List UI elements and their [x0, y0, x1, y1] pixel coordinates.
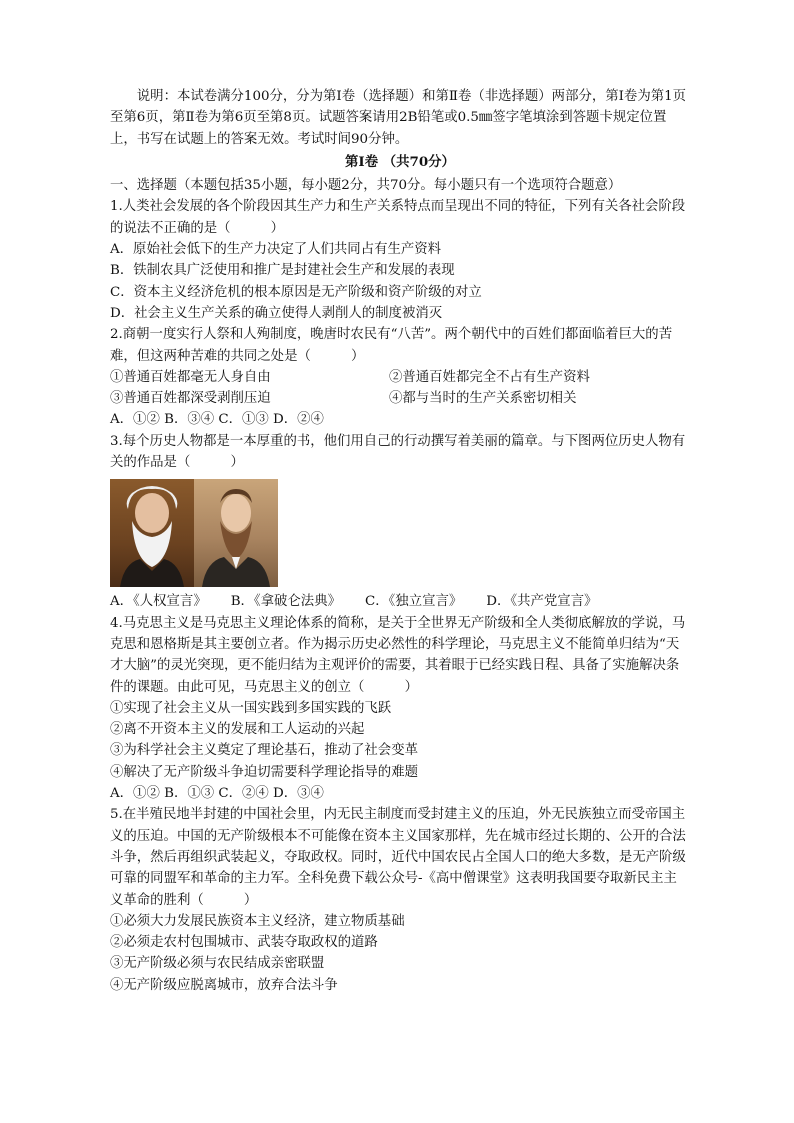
part-heading: 一、选择题（本题包括35小题，每小题2分，共70分。每小题只有一个选项符合题意） [110, 178, 622, 194]
exam-page [110, 86, 690, 996]
statement-row [110, 367, 690, 388]
statement-1: ①普通百姓都毫无人身自由 [110, 369, 271, 385]
statement-3: ③普通百姓都深受剥削压迫 [110, 391, 271, 407]
portrait-photo-left [110, 479, 194, 587]
statement-4: ④都与当时的生产关系密切相关 [389, 391, 577, 407]
statement-3: ③无产阶级必须与农民结成亲密联盟 [110, 956, 325, 972]
question-5 [110, 804, 690, 996]
statement-1: ①实现了社会主义从一国实践到多国实践的飞跃 [110, 700, 392, 716]
option-c: C．资本主义经济危机的根本原因是无产阶级和资产阶级的对立 [110, 284, 482, 300]
option-a: A．《人权宣言》 [110, 594, 207, 610]
question-2 [110, 324, 690, 430]
question-stem: 1.人类社会发展的各个阶段因其生产力和生产关系特点而呈现出不同的特征，下列有关各社会阶段的说法不正确的是（ ） [110, 199, 686, 236]
statement-2: ②普通百姓都完全不占有生产资料 [389, 369, 590, 385]
question-1 [110, 196, 690, 324]
question-3 [110, 431, 690, 613]
portrait-photos [110, 479, 690, 587]
statement-4: ④无产阶级应脱离城市，放弃合法斗争 [110, 977, 338, 993]
option-b: B．《拿破仑法典》 [230, 594, 341, 610]
exam-instructions: 说明：本试卷满分100分，分为第Ⅰ卷（选择题）和第Ⅱ卷（非选择题）两部分，第Ⅰ卷为第1页至第6页，第Ⅱ卷为第6页至第8页。试题答案请用2B铅笔或0.5㎜签字笔填涂到答题卡规定位置上，书写在试题上的答案无效。考试时间90分钟。 [110, 89, 687, 147]
option-c: C．《独立宣言》 [364, 594, 463, 610]
answer-options: A．①② B．③④ C．①③ D．②④ [110, 412, 324, 428]
question-stem: 5.在半殖民地半封建的中国社会里，内无民主制度而受封建主义的压迫，外无民族独立而受帝国主义的压迫。中国的无产阶级根本不可能像在资本主义国家那样，先在城市经过长期的、公开的合法斗争，然后再组织武装起义，夺取政权。同时，近代中国农民占全国人口的绝大多数，是无产阶级可靠的同盟军和革命的主力军。全科免费下载公众号-《高中僧课堂》这表明我国要夺取新民主主义革命的胜利（ ） [110, 807, 686, 908]
option-b: B．铁制农具广泛使用和推广是封建社会生产和发展的表现 [110, 263, 455, 279]
question-stem: 2.商朝一度实行人祭和人殉制度，晚唐时农民有“八苦”。两个朝代中的百姓们都面临着巨大的苦难，但这两种苦难的共同之处是（ ） [110, 327, 673, 364]
question-4 [110, 613, 690, 805]
statement-3: ③为科学社会主义奠定了理论基石，推动了社会变革 [110, 743, 418, 759]
question-stem: 4.马克思主义是马克思主义理论体系的简称，是关于全世界无产阶级和全人类彻底解放的学说，马克思和恩格斯是其主要创立者。作为揭示历史必然性的科学理论，马克思主义不能简单归结为“天才大脑”的灵光突现，更不能归结为主观评价的需要，其着眼于已经实践日程、具备了实施解决条件的课题。由此可见，马克思主义的创立（ ） [110, 615, 686, 695]
statement-2: ②必须走农村包围城市、武装夺取政权的道路 [110, 935, 378, 951]
statement-row [110, 388, 690, 409]
statement-4: ④解决了无产阶级斗争迫切需要科学理论指导的难题 [110, 764, 418, 780]
question-stem: 3.每个历史人物都是一本厚重的书，他们用自己的行动撰写着美丽的篇章。与下图两位历史人物有关的作品是（ ） [110, 433, 686, 471]
statement-2: ②离不开资本主义的发展和工人运动的兴起 [110, 722, 365, 738]
answer-options [110, 591, 690, 612]
statement-1: ①必须大力发展民族资本主义经济，建立物质基础 [110, 913, 405, 929]
option-a: A．原始社会低下的生产力决定了人们共同占有生产资料 [110, 242, 442, 258]
option-d: D．社会主义生产关系的确立使得人剥削人的制度被消灭 [110, 305, 443, 321]
section-title: 第Ⅰ卷 （共70分） [345, 153, 455, 170]
portrait-photo-right [194, 479, 278, 587]
answer-options: A．①② B．①③ C．②④ D．③④ [110, 786, 324, 802]
option-d: D．《共产党宣言》 [486, 594, 598, 610]
